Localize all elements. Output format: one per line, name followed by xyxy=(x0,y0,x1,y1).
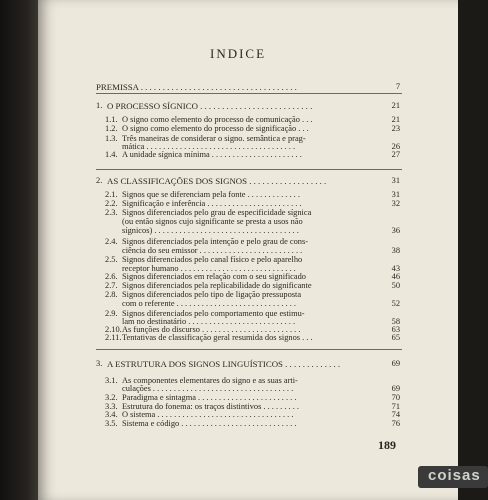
toc-entry-title: sígnicos) . . . . . . . . . . . . . . . . . . . . . . . . . . . . . . . . . . . xyxy=(122,226,299,235)
toc-entry-page: 71 xyxy=(391,402,400,411)
toc-entry-page: 7 xyxy=(395,82,400,91)
toc-entry-title: A ESTRUTURA DOS SIGNOS LINGUÍSTICOS . . . . . . . . . . . . . xyxy=(107,359,341,369)
section-divider xyxy=(96,169,402,170)
toc-entry-title: Signos diferenciados pelo comportamento que estimu- xyxy=(122,309,305,318)
toc-entry-number: 1.3. xyxy=(105,134,118,143)
toc-entry-title: Significação e inferência . . . . . . . . . . . . . . . . . . . . . . . xyxy=(122,199,302,208)
toc-entry-title: lam no destinatário . . . . . . . . . . . . . . . . . . . . . . . . . . xyxy=(122,317,296,326)
toc-entry-number: 2.6. xyxy=(105,272,118,281)
toc-entry-page: 52 xyxy=(391,299,400,308)
toc-entry-title: AS CLASSIFICAÇÕES DOS SIGNOS . . . . . . . . . . . . . . . . . . xyxy=(107,176,327,186)
toc-entry-title: Estrutura do fonema: os traços distintivos . . . . . . . . . xyxy=(122,402,300,411)
book-gutter-shadow xyxy=(0,0,38,500)
toc-entry-title: Sistema e código . . . . . . . . . . . . . . . . . . . . . . . . . . . . xyxy=(122,419,297,428)
toc-entry-page: 74 xyxy=(391,410,400,419)
toc-entry-page: 21 xyxy=(391,101,400,110)
toc-entry-page: 69 xyxy=(391,384,400,393)
page-title: INDICE xyxy=(210,46,267,61)
toc-entry-number: 3. xyxy=(96,359,103,368)
toc-entry-page: 65 xyxy=(391,333,400,342)
toc-entry-page: 26 xyxy=(391,142,400,151)
toc-entry-number: 1.4. xyxy=(105,150,118,159)
toc-entry-title: A unidade sígnica mínima . . . . . . . . . . . . . . . . . . . . . . xyxy=(122,150,302,159)
toc-entry-title: Signos diferenciados pelo canal físico e pelo aparelho xyxy=(122,255,303,264)
watermark-logo xyxy=(418,466,488,488)
toc-entry-number: 3.2. xyxy=(105,393,118,402)
toc-entry-number: 2.11. xyxy=(105,333,122,342)
toc-entry-page: 76 xyxy=(391,419,400,428)
toc-entry-title: As funções do discurso . . . . . . . . . . . . . . . . . . . . . . . . xyxy=(122,325,301,334)
watermark-text: coisas xyxy=(428,467,481,484)
toc-entry-page: 31 xyxy=(391,190,400,199)
toc-entry-page: 21 xyxy=(391,115,400,124)
toc-entry-number: 3.4. xyxy=(105,410,118,419)
toc-entry-number: 2. xyxy=(96,176,103,185)
toc-entry-title: Signos diferenciados em relação com o seu significado xyxy=(122,272,306,281)
section-divider xyxy=(96,349,402,350)
toc-entry-title: (ou então signos cujo significante se presta a usos não xyxy=(122,217,303,226)
toc-entry-page: 63 xyxy=(391,325,400,334)
page-number: 189 xyxy=(378,438,396,452)
toc-entry-number: 2.8. xyxy=(105,290,118,299)
toc-entry-page: 36 xyxy=(391,226,400,235)
toc-entry-title: Signos diferenciados pela replicabilidade do significante xyxy=(122,281,312,290)
toc-entry-number: 3.1. xyxy=(105,376,118,385)
toc-entry-title: PREMISSA . . . . . . . . . . . . . . . . . . . . . . . . . . . . . . . . . . . . xyxy=(96,82,297,92)
toc-entry-page: 31 xyxy=(391,176,400,185)
section-divider xyxy=(96,93,402,94)
toc-entry-title: O signo como elemento do processo de comunicação . . . xyxy=(122,115,313,124)
toc-entry-title: Paradigma e sintagma . . . . . . . . . . . . . . . . . . . . . . . . xyxy=(122,393,297,402)
toc-entry-title: ciência do seu emissor . . . . . . . . . . . . . . . . . . . . . . . . . xyxy=(122,246,303,255)
toc-entry-title: Signos diferenciados pelo grau de especificidade sígnica xyxy=(122,208,312,217)
toc-entry-number: 2.3. xyxy=(105,208,118,217)
toc-entry-number: 1. xyxy=(96,101,103,110)
toc-entry-page: 38 xyxy=(391,246,400,255)
toc-entry-page: 23 xyxy=(391,124,400,133)
toc-entry-number: 3.3. xyxy=(105,402,118,411)
toc-entry-number: 2.4. xyxy=(105,237,118,246)
toc-entry-title: Signos diferenciados pela intenção e pelo grau de cons- xyxy=(122,237,309,246)
toc-entry-page: 69 xyxy=(391,359,400,368)
toc-entry-page: 46 xyxy=(391,272,400,281)
toc-entry-number: 1.2. xyxy=(105,124,118,133)
toc-entry-title: Tentativas de classificação geral resumida dos signos . . . xyxy=(122,333,313,342)
toc-entry-number: 2.2. xyxy=(105,199,118,208)
toc-entry-title: O signo como elemento do processo de significação . . . xyxy=(122,124,309,133)
toc-entry-title: com o referente . . . . . . . . . . . . . . . . . . . . . . . . . . . . . xyxy=(122,299,296,308)
toc-entry-title: Signos diferenciados pelo tipo de ligação pressuposta xyxy=(122,290,302,299)
toc-entry-page: 43 xyxy=(391,264,400,273)
toc-entry-title: O PROCESSO SÍGNICO . . . . . . . . . . . . . . . . . . . . . . . . . . xyxy=(107,101,313,111)
toc-entry-number: 2.9. xyxy=(105,309,118,318)
toc-entry-page: 32 xyxy=(391,199,400,208)
toc-entry-page: 58 xyxy=(391,317,400,326)
toc-entry-page: 50 xyxy=(391,281,400,290)
toc-entry-title: receptor humano . . . . . . . . . . . . . . . . . . . . . . . . . . . . xyxy=(122,264,296,273)
book-page xyxy=(38,0,481,500)
toc-entry-title: Três maneiras de considerar o signo. semântica e prag- xyxy=(122,134,306,143)
toc-entry-title: O sistema . . . . . . . . . . . . . . . . . . . . . . . . . . . . . . . . . xyxy=(122,410,294,419)
toc-entry-title: culações . . . . . . . . . . . . . . . . . . . . . . . . . . . . . . . . . . xyxy=(122,384,294,393)
toc-entry-number: 3.5. xyxy=(105,419,118,428)
toc-entry-page: 27 xyxy=(391,150,400,159)
toc-entry-title: mática . . . . . . . . . . . . . . . . . . . . . . . . . . . . . . . . . . . . xyxy=(122,142,296,151)
toc-entry-number: 2.5. xyxy=(105,255,118,264)
toc-entry-title: Signos que se diferenciam pela fonte . . . . . . . . . . . . . xyxy=(122,190,300,199)
toc-entry-title: As componentes elementares do signo e as suas arti- xyxy=(122,376,298,385)
toc-entry-number: 2.10. xyxy=(105,325,122,334)
toc-entry-page: 70 xyxy=(391,393,400,402)
toc-entry-number: 1.1. xyxy=(105,115,118,124)
toc-entry-number: 2.7. xyxy=(105,281,118,290)
toc-entry-number: 2.1. xyxy=(105,190,118,199)
